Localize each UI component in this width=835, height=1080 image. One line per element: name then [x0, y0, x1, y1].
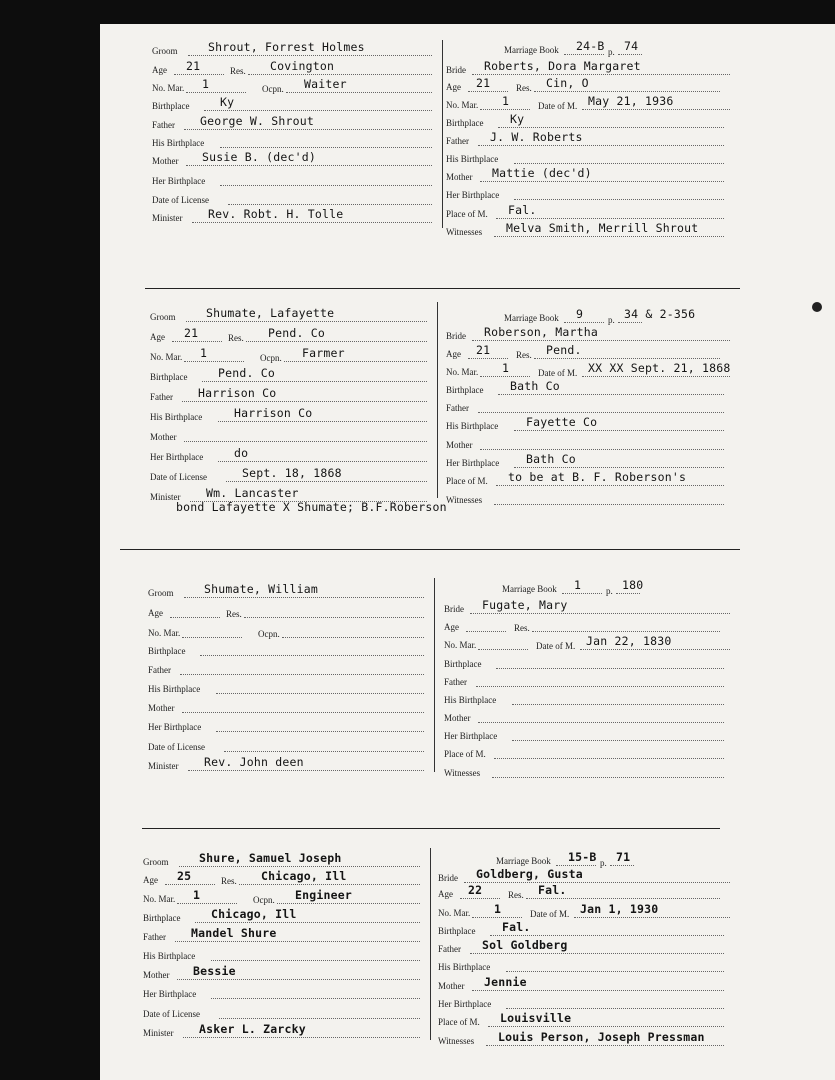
- ocpn-label: Ocpn.: [258, 629, 280, 639]
- groom-res: Pend. Co: [268, 326, 325, 340]
- father-label: Father: [446, 403, 469, 413]
- no-mar-label: No. Mar.: [152, 83, 185, 93]
- age-line: [165, 884, 215, 885]
- minister-label: Minister: [150, 492, 181, 502]
- groom-father: Harrison Co: [198, 386, 277, 400]
- groom-line: [179, 866, 420, 867]
- father-label: Father: [152, 120, 175, 130]
- bride-no-mar: 1: [494, 902, 502, 916]
- res-label: Res.: [508, 890, 524, 900]
- groom-name: Shumate, William: [204, 582, 318, 596]
- her-birthplace-label: Her Birthplace: [444, 731, 498, 741]
- mother-label: Mother: [444, 713, 471, 723]
- father-label: Father: [148, 665, 171, 675]
- date-of-license-label: Date of License: [143, 1009, 200, 1019]
- bride-father: Sol Goldberg: [482, 938, 568, 952]
- witnesses-line: [486, 1045, 724, 1046]
- page-label: p.: [608, 47, 615, 57]
- his-birthplace-label: His Birthplace: [446, 154, 499, 164]
- birthplace-label: Birthplace: [150, 372, 188, 382]
- mother-label: Mother: [438, 981, 465, 991]
- mother-label: Mother: [150, 432, 177, 442]
- father-line: [470, 953, 724, 954]
- her-birthplace-label: Her Birthplace: [148, 722, 202, 732]
- bride-label: Bride: [446, 331, 466, 341]
- bride-name: Goldberg, Gusta: [476, 867, 583, 881]
- marriage-book-number: 9: [576, 307, 584, 321]
- groom-date-of-license: Sept. 18, 1868: [242, 466, 342, 480]
- marriage-book-page: 71: [616, 850, 631, 864]
- bride-mother: Mattie (dec'd): [492, 166, 592, 180]
- date-of-m-line: [574, 917, 730, 918]
- date-of-license-label: Date of License: [150, 472, 207, 482]
- his-birthplace-line: [506, 971, 724, 972]
- no-mar-label: No. Mar.: [150, 352, 183, 362]
- bride-place-of-m: Louisville: [500, 1011, 572, 1025]
- marriage-book-number: 1: [574, 578, 582, 592]
- bride-res: Cin, O: [546, 76, 589, 90]
- age-label: Age: [446, 82, 461, 92]
- groom-his-birthplace: Harrison Co: [234, 406, 313, 420]
- age-label: Age: [150, 332, 165, 342]
- groom-her-birthplace: do: [234, 446, 249, 460]
- marriage-book-label: Marriage Book: [496, 856, 551, 866]
- bride-label: Bride: [438, 873, 458, 883]
- groom-ocpn: Waiter: [304, 77, 347, 91]
- bride-label: Bride: [446, 65, 466, 75]
- her-birthplace-label: Her Birthplace: [152, 176, 206, 186]
- res-label: Res.: [516, 350, 532, 360]
- age-label: Age: [152, 65, 167, 75]
- groom-age: 21: [186, 59, 201, 73]
- bride-date-of-m: May 21, 1936: [588, 94, 674, 108]
- groom-birthplace: Pend. Co: [218, 366, 275, 380]
- marriage-book-label: Marriage Book: [504, 313, 559, 323]
- res-line: [239, 884, 420, 885]
- bride-res: Fal.: [538, 883, 567, 897]
- groom-birthplace: Ky: [220, 95, 235, 109]
- bride-birthplace: Bath Co: [510, 379, 560, 393]
- bride-his-birthplace: Fayette Co: [526, 415, 598, 429]
- father-label: Father: [444, 677, 467, 687]
- res-label: Res.: [221, 876, 237, 886]
- his-birthplace-line: [211, 960, 420, 961]
- groom-no-mar: 1: [200, 346, 208, 360]
- bride-her-birthplace: Bath Co: [526, 452, 576, 466]
- mother-label: Mother: [446, 440, 473, 450]
- birthplace-label: Birthplace: [446, 118, 484, 128]
- father-label: Father: [446, 136, 469, 146]
- groom-ocpn: Farmer: [302, 346, 345, 360]
- res-label: Res.: [514, 623, 530, 633]
- groom-minister: Rev. Robt. H. Tolle: [208, 207, 344, 221]
- bride-res: Pend.: [546, 343, 582, 357]
- res-label: Res.: [230, 66, 246, 76]
- groom-name: Shumate, Lafayette: [206, 306, 335, 320]
- no-mar-label: No. Mar.: [438, 908, 471, 918]
- groom-mother: Susie B. (dec'd): [202, 150, 316, 164]
- birthplace-label: Birthplace: [446, 385, 484, 395]
- groom-label: Groom: [152, 46, 178, 56]
- bride-age: 21: [476, 76, 491, 90]
- bride-date-of-m: Jan 1, 1930: [580, 902, 659, 916]
- birthplace-label: Birthplace: [444, 659, 482, 669]
- ocpn-label: Ocpn.: [253, 895, 275, 905]
- age-label: Age: [446, 349, 461, 359]
- birthplace-label: Birthplace: [152, 101, 190, 111]
- book-line: [556, 865, 596, 866]
- father-label: Father: [438, 944, 461, 954]
- groom-no-mar: 1: [193, 888, 201, 902]
- his-birthplace-label: His Birthplace: [150, 412, 203, 422]
- marriage-book-page: 180: [622, 578, 644, 592]
- ocpn-label: Ocpn.: [260, 353, 282, 363]
- age-line: [460, 898, 500, 899]
- date-of-m-label: Date of M.: [538, 101, 578, 111]
- witnesses-label: Witnesses: [438, 1036, 475, 1046]
- ocpn-line: [277, 903, 420, 904]
- bride-witnesses: Louis Person, Joseph Pressman: [498, 1030, 705, 1044]
- no-mar-line: [177, 903, 237, 904]
- his-birthplace-label: His Birthplace: [446, 421, 499, 431]
- column-divider: [430, 848, 431, 1040]
- marriage-book-page: 74: [624, 39, 639, 53]
- bride-label: Bride: [444, 604, 464, 614]
- res-label: Res.: [516, 83, 532, 93]
- ocpn-label: Ocpn.: [262, 84, 284, 94]
- groom-age: 25: [177, 869, 192, 883]
- her-birthplace-label: Her Birthplace: [143, 989, 197, 999]
- marriage-book-number: 24-B: [576, 39, 605, 53]
- witnesses-label: Witnesses: [446, 227, 483, 237]
- father-label: Father: [143, 932, 166, 942]
- her-birthplace-label: Her Birthplace: [446, 190, 500, 200]
- father-label: Father: [150, 392, 173, 402]
- groom-minister: Asker L. Zarcky: [199, 1022, 306, 1036]
- his-birthplace-label: His Birthplace: [148, 684, 201, 694]
- no-mar-label: No. Mar.: [148, 628, 181, 638]
- birthplace-line: [490, 935, 724, 936]
- no-mar-label: No. Mar.: [444, 640, 477, 650]
- age-label: Age: [148, 608, 163, 618]
- date-of-m-label: Date of M.: [538, 368, 578, 378]
- her-birthplace-label: Her Birthplace: [438, 999, 492, 1009]
- groom-res: Covington: [270, 59, 335, 73]
- minister-label: Minister: [143, 1028, 174, 1038]
- his-birthplace-label: His Birthplace: [143, 951, 196, 961]
- page-line: [610, 865, 634, 866]
- page-label: p.: [600, 858, 607, 868]
- no-mar-label: No. Mar.: [143, 894, 176, 904]
- bride-age: 22: [468, 883, 483, 897]
- mother-label: Mother: [143, 970, 170, 980]
- bride-name: Fugate, Mary: [482, 598, 568, 612]
- groom-no-mar: 1: [202, 77, 210, 91]
- bride-mother: Jennie: [484, 975, 527, 989]
- groom-name: Shure, Samuel Joseph: [199, 851, 342, 865]
- minister-label: Minister: [152, 213, 183, 223]
- groom-minister: Wm. Lancaster: [206, 486, 299, 500]
- groom-label: Groom: [150, 312, 176, 322]
- bride-date-of-m: XX XX Sept. 21, 1868: [588, 361, 731, 375]
- groom-name: Shrout, Forrest Holmes: [208, 40, 365, 54]
- marriage-book-label: Marriage Book: [504, 45, 559, 55]
- place-of-m-label: Place of M.: [446, 476, 488, 486]
- page-label: p.: [608, 315, 615, 325]
- groom-birthplace: Chicago, Ill: [211, 907, 297, 921]
- date-of-license-label: Date of License: [152, 195, 209, 205]
- bride-date-of-m: Jan 22, 1830: [586, 634, 672, 648]
- age-label: Age: [438, 889, 453, 899]
- place-of-m-label: Place of M.: [446, 209, 488, 219]
- res-label: Res.: [228, 333, 244, 343]
- groom-father: Mandel Shure: [191, 926, 277, 940]
- her-birthplace-label: Her Birthplace: [150, 452, 204, 462]
- mother-line: [177, 979, 420, 980]
- his-birthplace-label: His Birthplace: [152, 138, 205, 148]
- marriage-book-label: Marriage Book: [502, 584, 557, 594]
- no-mar-label: No. Mar.: [446, 367, 479, 377]
- page-label: p.: [606, 586, 613, 596]
- place-of-m-label: Place of M.: [438, 1017, 480, 1027]
- minister-label: Minister: [148, 761, 179, 771]
- age-label: Age: [444, 622, 459, 632]
- no-mar-label: No. Mar.: [446, 100, 479, 110]
- birthplace-label: Birthplace: [143, 913, 181, 923]
- bride-witnesses: Melva Smith, Merrill Shrout: [506, 221, 699, 235]
- mother-label: Mother: [152, 156, 179, 166]
- bride-birthplace: Ky: [510, 112, 525, 126]
- birthplace-line: [195, 922, 420, 923]
- witnesses-label: Witnesses: [446, 495, 483, 505]
- place-of-m-line: [488, 1026, 724, 1027]
- witnesses-label: Witnesses: [444, 768, 481, 778]
- birthplace-label: Birthplace: [438, 926, 476, 936]
- bride-name: Roberts, Dora Margaret: [484, 59, 641, 73]
- groom-label: Groom: [143, 857, 169, 867]
- her-birthplace-line: [211, 998, 420, 999]
- marriage-book-number: 15-B: [568, 850, 597, 864]
- groom-res: Chicago, Ill: [261, 869, 347, 883]
- birthplace-label: Birthplace: [148, 646, 186, 656]
- date-of-license-line: [219, 1018, 420, 1019]
- mother-label: Mother: [446, 172, 473, 182]
- place-of-m-label: Place of M.: [444, 749, 486, 759]
- bride-place-of-m: to be at B. F. Roberson's: [508, 470, 687, 484]
- date-of-m-label: Date of M.: [530, 909, 570, 919]
- bride-age: 21: [476, 343, 491, 357]
- his-birthplace-label: His Birthplace: [438, 962, 491, 972]
- his-birthplace-label: His Birthplace: [444, 695, 497, 705]
- date-of-m-label: Date of M.: [536, 641, 576, 651]
- age-label: Age: [143, 875, 158, 885]
- mother-line: [472, 990, 724, 991]
- bride-place-of-m: Fal.: [508, 203, 537, 217]
- her-birthplace-label: Her Birthplace: [446, 458, 500, 468]
- bride-father: J. W. Roberts: [490, 130, 583, 144]
- groom-father: George W. Shrout: [200, 114, 314, 128]
- marriage-book-page: 34 & 2-356: [624, 307, 696, 321]
- father-line: [175, 941, 420, 942]
- groom-mother: Bessie: [193, 964, 236, 978]
- mother-label: Mother: [148, 703, 175, 713]
- no-mar-line: [472, 917, 522, 918]
- res-line: [526, 898, 720, 899]
- bride-name: Roberson, Martha: [484, 325, 598, 339]
- groom-age: 21: [184, 326, 199, 340]
- date-of-license-label: Date of License: [148, 742, 205, 752]
- minister-line: [183, 1037, 420, 1038]
- bride-no-mar: 1: [502, 94, 510, 108]
- record-note: bond Lafayette X Shumate; B.F.Roberson: [176, 500, 447, 514]
- bride-birthplace: Fal.: [502, 920, 531, 934]
- groom-label: Groom: [148, 588, 174, 598]
- groom-minister: Rev. John deen: [204, 755, 304, 769]
- res-label: Res.: [226, 609, 242, 619]
- bride-no-mar: 1: [502, 361, 510, 375]
- groom-ocpn: Engineer: [295, 888, 352, 902]
- bride-line: [464, 882, 730, 883]
- her-birthplace-line: [506, 1008, 724, 1009]
